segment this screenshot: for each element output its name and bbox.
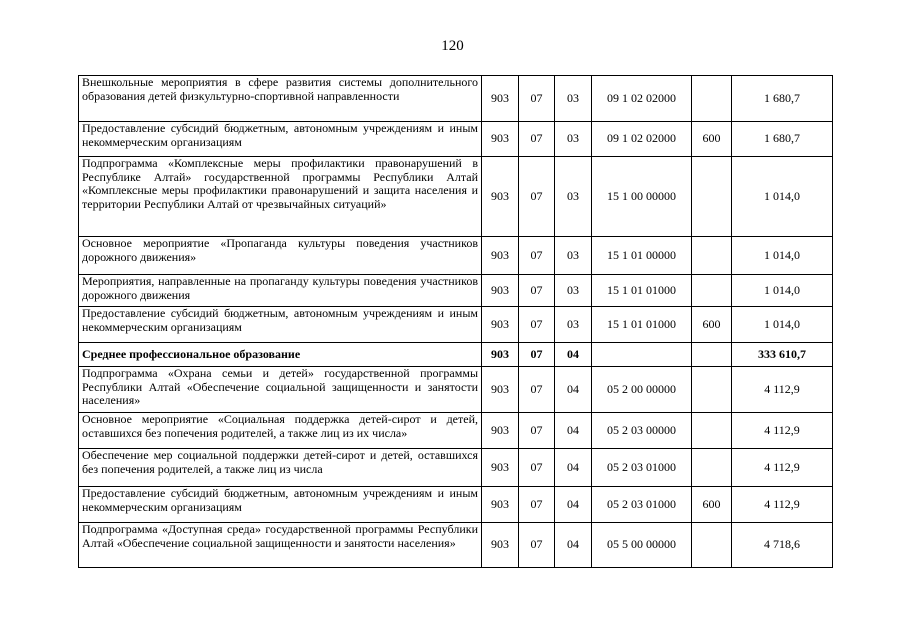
target-article-code: 09 1 02 02000 <box>592 76 692 122</box>
subsection-code: 04 <box>555 487 592 523</box>
amount: 4 112,9 <box>732 487 833 523</box>
section-code: 07 <box>519 449 555 487</box>
subsection-code: 04 <box>555 523 592 568</box>
item-name: Подпрограмма «Доступная среда» государственной программы Республики Алтай «Обеспечение социальной защищенности и занятости населения» <box>79 523 482 568</box>
section-code: 07 <box>519 157 555 237</box>
table-row <box>79 275 833 307</box>
amount: 4 112,9 <box>732 449 833 487</box>
item-name: Предоставление субсидий бюджетным, автономным учреждениям и иным некоммерческим организациям <box>79 487 482 523</box>
section-code: 07 <box>519 413 555 449</box>
grbs-code: 903 <box>482 122 519 157</box>
table-row <box>79 157 833 237</box>
section-code: 07 <box>519 122 555 157</box>
subsection-code: 03 <box>555 157 592 237</box>
item-name: Внешкольные мероприятия в сфере развития системы дополнительного образования детей физкультурно-спортивной направленности <box>79 76 482 122</box>
item-name: Мероприятия, направленные на пропаганду культуры поведения участников дорожного движения <box>79 275 482 307</box>
section-code: 07 <box>519 307 555 343</box>
amount: 4 718,6 <box>732 523 833 568</box>
item-name: Подпрограмма «Комплексные меры профилактики правонарушений в Республике Алтай» государственной программы Республики Алтай «Комплексные меры профилактики правонарушений и защита населения и территории Республики Алтай от чрезвычайных ситуаций» <box>79 157 482 237</box>
subsection-code: 03 <box>555 76 592 122</box>
grbs-code: 903 <box>482 343 519 367</box>
subsection-code: 03 <box>555 122 592 157</box>
section-code: 07 <box>519 523 555 568</box>
subsection-code: 04 <box>555 367 592 413</box>
section-code: 07 <box>519 367 555 413</box>
item-name: Основное мероприятие «Социальная поддержка детей-сирот и детей, оставшихся без попечения родителей, а также лиц из их числа» <box>79 413 482 449</box>
target-article-code: 05 2 03 01000 <box>592 487 692 523</box>
subsection-code: 04 <box>555 413 592 449</box>
amount: 1 014,0 <box>732 157 833 237</box>
target-article-code <box>592 343 692 367</box>
amount: 1 014,0 <box>732 275 833 307</box>
amount: 1 014,0 <box>732 307 833 343</box>
subsection-code: 03 <box>555 237 592 275</box>
expense-type-code: 600 <box>692 487 732 523</box>
grbs-code: 903 <box>482 487 519 523</box>
table-row <box>79 343 833 367</box>
table-row <box>79 413 833 449</box>
expense-type-code <box>692 523 732 568</box>
section-code: 07 <box>519 487 555 523</box>
amount: 1 014,0 <box>732 237 833 275</box>
target-article-code: 09 1 02 02000 <box>592 122 692 157</box>
table-row <box>79 76 833 122</box>
grbs-code: 903 <box>482 367 519 413</box>
item-name: Среднее профессиональное образование <box>79 343 482 367</box>
item-name: Предоставление субсидий бюджетным, автономным учреждениям и иным некоммерческим организациям <box>79 307 482 343</box>
target-article-code: 15 1 01 00000 <box>592 237 692 275</box>
grbs-code: 903 <box>482 307 519 343</box>
item-name: Основное мероприятие «Пропаганда культуры поведения участников дорожного движения» <box>79 237 482 275</box>
section-code: 07 <box>519 275 555 307</box>
table-row <box>79 237 833 275</box>
target-article-code: 15 1 01 01000 <box>592 275 692 307</box>
page-number: 120 <box>441 38 464 54</box>
target-article-code: 05 2 03 01000 <box>592 449 692 487</box>
subsection-code: 04 <box>555 343 592 367</box>
amount: 4 112,9 <box>732 367 833 413</box>
section-code: 07 <box>519 343 555 367</box>
item-name: Подпрограмма «Охрана семьи и детей» государственной программы Республики Алтай «Обеспечение социальной защищенности и занятости населения» <box>79 367 482 413</box>
table-row <box>79 367 833 413</box>
grbs-code: 903 <box>482 275 519 307</box>
amount: 1 680,7 <box>732 76 833 122</box>
expense-type-code <box>692 343 732 367</box>
item-name: Предоставление субсидий бюджетным, автономным учреждениям и иным некоммерческим организациям <box>79 122 482 157</box>
subsection-code: 03 <box>555 275 592 307</box>
table-row <box>79 449 833 487</box>
expense-type-code <box>692 157 732 237</box>
grbs-code: 903 <box>482 237 519 275</box>
table-row <box>79 487 833 523</box>
target-article-code: 05 5 00 00000 <box>592 523 692 568</box>
table-row <box>79 523 833 568</box>
expense-type-code <box>692 275 732 307</box>
expense-type-code: 600 <box>692 307 732 343</box>
grbs-code: 903 <box>482 157 519 237</box>
grbs-code: 903 <box>482 523 519 568</box>
expense-type-code <box>692 237 732 275</box>
expense-type-code <box>692 413 732 449</box>
amount: 4 112,9 <box>732 413 833 449</box>
budget-table <box>78 75 833 568</box>
grbs-code: 903 <box>482 76 519 122</box>
expense-type-code <box>692 449 732 487</box>
amount: 333 610,7 <box>732 343 833 367</box>
item-name: Обеспечение мер социальной поддержки детей-сирот и детей, оставшихся без попечения родителей, а также лиц из числа <box>79 449 482 487</box>
table-row <box>79 122 833 157</box>
target-article-code: 15 1 00 00000 <box>592 157 692 237</box>
grbs-code: 903 <box>482 449 519 487</box>
section-code: 07 <box>519 76 555 122</box>
expense-type-code <box>692 367 732 413</box>
expense-type-code: 600 <box>692 122 732 157</box>
target-article-code: 05 2 03 00000 <box>592 413 692 449</box>
subsection-code: 04 <box>555 449 592 487</box>
amount: 1 680,7 <box>732 122 833 157</box>
section-code: 07 <box>519 237 555 275</box>
target-article-code: 15 1 01 01000 <box>592 307 692 343</box>
target-article-code: 05 2 00 00000 <box>592 367 692 413</box>
table-row <box>79 307 833 343</box>
subsection-code: 03 <box>555 307 592 343</box>
expense-type-code <box>692 76 732 122</box>
grbs-code: 903 <box>482 413 519 449</box>
